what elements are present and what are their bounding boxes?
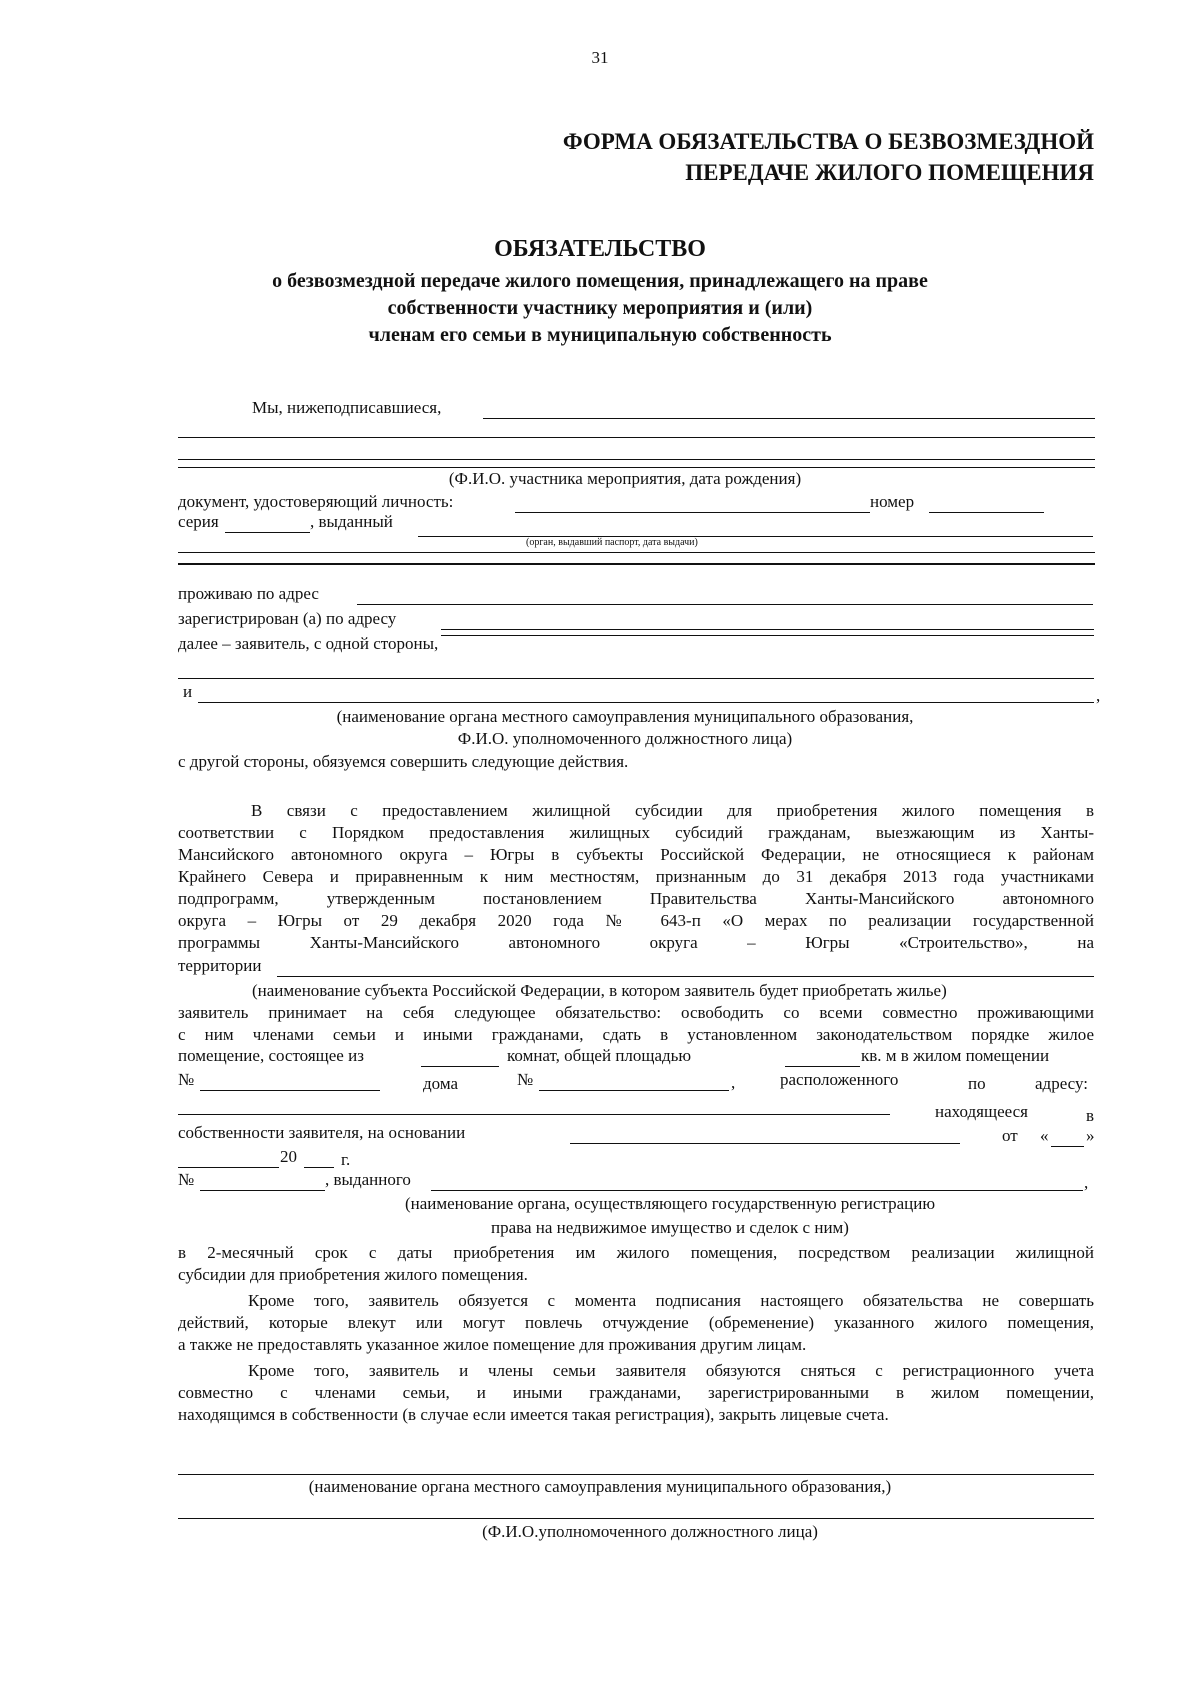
month-input-line[interactable] bbox=[178, 1167, 279, 1168]
undersigned-input-line-3[interactable] bbox=[178, 459, 1095, 460]
obligation-subtitle-line-3: членам его семьи в муниципальную собственность bbox=[368, 324, 832, 346]
paragraph-2-line-2: с ним членами семьи и иными гражданами, сдать в установленном законодательством порядке жилое bbox=[178, 1025, 1094, 1044]
territory-label: территории bbox=[178, 956, 262, 975]
applicant-side-text: далее – заявитель, с одной стороны, bbox=[178, 634, 439, 653]
paragraph-1-line-2: соответствии с Порядком предоставления жилищных субсидий гражданам, выезжающим из Ханты- bbox=[178, 823, 1094, 842]
form-title-line-2: ПЕРЕДАЧЕ ЖИЛОГО ПОМЕЩЕНИЯ bbox=[685, 160, 1094, 185]
address-input-line[interactable] bbox=[178, 1114, 890, 1115]
day-input-line[interactable] bbox=[1051, 1146, 1084, 1147]
body-caption-1: (наименование органа местного самоуправления муниципального образования, bbox=[336, 707, 914, 726]
paragraph-1-line-6: округа – Югры от 29 декабря 2020 года № 643-п «О мерах по реализации государственной bbox=[178, 911, 1094, 930]
second-party-line-1[interactable] bbox=[178, 678, 1094, 679]
in-label: в bbox=[1086, 1106, 1095, 1125]
subject-caption: (наименование субъекта Российской Федерации, в котором заявитель будет приобретать жилье) bbox=[252, 981, 947, 1000]
paragraph-3-line-1: в 2-месячный срок с даты приобретения им жилого помещения, посредством реализации жилищной bbox=[178, 1243, 1094, 1262]
registration-caption-2: права на недвижимое имущество и сделок с ним) bbox=[491, 1218, 849, 1237]
paragraph-1 bbox=[178, 800, 1094, 954]
obligation-subtitle-line-1: о безвозмездной передаче жилого помещения, принадлежащего на праве bbox=[272, 270, 928, 292]
id-document-input-line[interactable] bbox=[515, 512, 870, 513]
by-label: по bbox=[968, 1074, 986, 1093]
residing-label: проживаю по адрес bbox=[178, 584, 319, 603]
from-label: от bbox=[1002, 1126, 1018, 1145]
paragraph-5 bbox=[178, 1360, 1094, 1426]
located-in-label: находящееся bbox=[935, 1102, 1028, 1121]
apartment-no-input-line[interactable] bbox=[200, 1090, 380, 1091]
registered-input-line[interactable] bbox=[441, 629, 1094, 630]
fio-caption: (Ф.И.О. участника мероприятия, дата рождения) bbox=[448, 469, 802, 488]
comma: , bbox=[1096, 686, 1101, 705]
issued-input-line-2[interactable] bbox=[178, 552, 1095, 553]
paragraph-5-line-1: Кроме того, заявитель и члены семьи заявителя обязуются сняться с регистрационного учета bbox=[248, 1361, 1094, 1380]
residing-input-line[interactable] bbox=[357, 604, 1093, 605]
passport-caption: (орган, выдавший паспорт, дата выдачи) bbox=[526, 537, 698, 548]
number-input-line[interactable] bbox=[929, 512, 1044, 513]
certificate-no-input-line[interactable] bbox=[200, 1190, 325, 1191]
paragraph-1-line-3: Мансийского автономного округа – Югры в субъекты Российской Федерации, не относящиеся к районам bbox=[178, 845, 1094, 864]
series-label: серия bbox=[178, 512, 219, 531]
undersigned-input-line-4[interactable] bbox=[178, 467, 1095, 468]
consisting-of-label: помещение, состоящее из bbox=[178, 1046, 364, 1065]
paragraph-1-line-1: В связи с предоставлением жилищной субсидии для приобретения жилого помещения в bbox=[251, 801, 1094, 820]
quote-close: » bbox=[1086, 1126, 1095, 1145]
issued-by-input-line[interactable] bbox=[431, 1190, 1083, 1191]
house-comma: , bbox=[731, 1073, 736, 1092]
paragraph-4-line-3: а также не предоставлять указанное жилое помещение для проживания другим лицам. bbox=[178, 1335, 807, 1354]
registered-label: зарегистрирован (а) по адресу bbox=[178, 609, 397, 628]
registered-input-line-2[interactable] bbox=[441, 635, 1094, 636]
paragraph-1-line-7: программы Ханты-Мансийского автономного округа – Югры «Строительство», на bbox=[178, 933, 1094, 952]
and-label: и bbox=[183, 682, 193, 701]
address-label: адресу: bbox=[1035, 1074, 1088, 1093]
signature-caption-1: (наименование органа местного самоуправления муниципального образования,) bbox=[308, 1477, 892, 1496]
form-title-line-1: ФОРМА ОБЯЗАТЕЛЬСТВА О БЕЗВОЗМЕЗДНОЙ bbox=[562, 129, 1094, 154]
signature-official-line[interactable] bbox=[178, 1518, 1094, 1519]
issued-input-line-3[interactable] bbox=[178, 563, 1095, 565]
year-prefix: 20 bbox=[280, 1147, 297, 1166]
house-no-input-line[interactable] bbox=[539, 1090, 729, 1091]
paragraph-2-line-1: заявитель принимает на себя следующее обязательство: освободить со всеми совместно проживающими bbox=[178, 1003, 1094, 1022]
obligation-subtitle-line-2: собственности участнику мероприятия и (или) bbox=[387, 297, 813, 319]
quote-open: « bbox=[1040, 1126, 1049, 1145]
located-label: расположенного bbox=[780, 1070, 899, 1089]
paragraph-5-line-3: находящимся в собственности (в случае если имеется такая регистрация), закрыть лицевые счета. bbox=[178, 1405, 889, 1424]
paragraph-3 bbox=[178, 1242, 1094, 1286]
signature-caption-2: (Ф.И.О.уполномоченного должностного лица) bbox=[482, 1522, 818, 1541]
paragraph-5-line-2: совместно с членами семьи, и иными гражданами, зарегистрированными в жилом помещении, bbox=[178, 1383, 1094, 1402]
paragraph-3-line-2: субсидии для приобретения жилого помещения. bbox=[178, 1265, 528, 1284]
id-document-label: документ, удостоверяющий личность: bbox=[178, 492, 454, 511]
paragraph-4-line-2: действий, которые влекут или могут повлечь отчуждение (обременение) указанного жилого помещения, bbox=[178, 1313, 1094, 1332]
area-input-line[interactable] bbox=[785, 1066, 860, 1067]
house-label: дома bbox=[423, 1074, 459, 1093]
series-input-line[interactable] bbox=[225, 532, 310, 533]
undersigned-input-line[interactable] bbox=[483, 418, 1095, 419]
paragraph-1-line-4: Крайнего Севера и приравненным к ним местностям, признанным до 31 декабря 2013 года участниками bbox=[178, 867, 1094, 886]
registration-caption-1: (наименование органа, осуществляющего государственную регистрацию bbox=[404, 1194, 936, 1213]
paragraph-4-line-1: Кроме того, заявитель обязуется с момента подписания настоящего обязательства не совершать bbox=[248, 1291, 1094, 1310]
house-no-label: № bbox=[517, 1070, 534, 1089]
second-party-input-line[interactable] bbox=[198, 702, 1094, 703]
ownership-label: собственности заявителя, на основании bbox=[178, 1123, 466, 1142]
rooms-input-line[interactable] bbox=[421, 1066, 499, 1067]
paragraph-2 bbox=[178, 1002, 1094, 1046]
signature-body-line[interactable] bbox=[178, 1474, 1094, 1475]
rooms-label: комнат, общей площадью bbox=[507, 1046, 692, 1065]
undersigned-input-line-2[interactable] bbox=[178, 437, 1095, 438]
issued-label: , выданный bbox=[310, 512, 393, 531]
other-side-text: с другой стороны, обязуемся совершить следующие действия. bbox=[178, 752, 629, 771]
certificate-no-label: № bbox=[178, 1170, 195, 1189]
issued-by-label: , выданного bbox=[325, 1170, 411, 1189]
territory-input-line[interactable] bbox=[277, 976, 1094, 977]
we-undersigned-label: Мы, нижеподписавшиеся, bbox=[252, 398, 442, 417]
year-input-line[interactable] bbox=[304, 1167, 334, 1168]
issued-input-line[interactable] bbox=[418, 536, 1093, 537]
paragraph-1-line-5: подпрограмм, утвержденным постановлением Правительства Ханты-Мансийского автономного bbox=[178, 889, 1094, 908]
number-label: номер bbox=[870, 492, 915, 511]
apartment-no-label: № bbox=[178, 1070, 195, 1089]
basis-input-line[interactable] bbox=[570, 1143, 960, 1144]
sqm-label: кв. м в жилом помещении bbox=[861, 1046, 1050, 1065]
body-caption-2: Ф.И.О. уполномоченного должностного лица) bbox=[457, 729, 793, 748]
page-number: 31 bbox=[591, 48, 609, 67]
issued-by-comma: , bbox=[1084, 1173, 1089, 1192]
obligation-title: ОБЯЗАТЕЛЬСТВО bbox=[494, 236, 706, 262]
year-label: г. bbox=[341, 1150, 351, 1169]
paragraph-4 bbox=[178, 1290, 1094, 1356]
